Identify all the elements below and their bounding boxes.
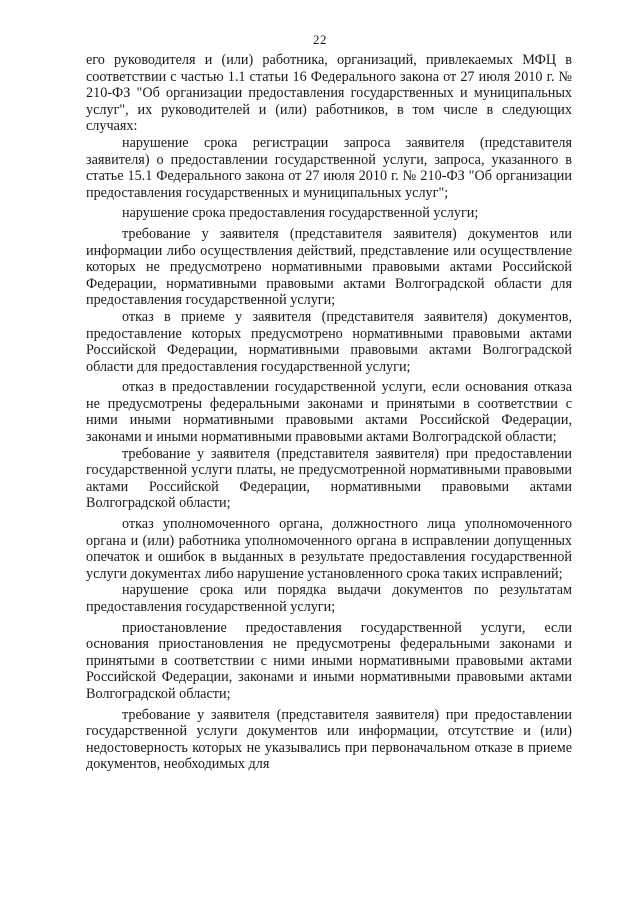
paragraph-service-refusal: отказ в предоставлении государственной услуги, если основания отказа не предусмотрены федеральными законами и принятыми в соответствии с ними иными нормативными правовыми актами Российской Федерации, законами и иными нормативными правовыми актами Волгоградской области;	[86, 379, 572, 446]
document-body	[86, 52, 572, 773]
paragraph-intro: его руководителя и (или) работника, организаций, привлекаемых МФЦ в соответствии с частью 1.1 статьи 16 Федерального закона от 27 июля 2010 г. № 210-ФЗ "Об организации предоставления государственных и муниципальных услуг", их руководителей и (или) работников, в том числе в следующих случаях:	[86, 52, 572, 135]
paragraph-reception-refusal: отказ в приеме у заявителя (представителя заявителя) документов, предоставление которых предусмотрено нормативными правовыми актами Российской Федерации, нормативными правовыми актами Волгоградской области для предоставления государственной услуги;	[86, 308, 572, 375]
page-number: 22	[313, 32, 327, 47]
paragraph-additional-documents: требование у заявителя (представителя заявителя) при предоставлении государственной услуги документов или информации, отсутствие и (или) недостоверность которых не указывались при первоначальном отказе в приеме документов, необходимых для	[86, 706, 572, 773]
paragraph-service-deadline: нарушение срока предоставления государственной услуги;	[122, 205, 479, 222]
paragraph-issue-deadline: нарушение срока или порядка выдачи документов по результатам предоставления государственной услуги;	[86, 582, 572, 615]
paragraph-registration-deadline: нарушение срока регистрации запроса заявителя (представителя заявителя) о предоставлении государственной услуги, запроса, указанного в статье 15.1 Федерального закона от 27 июля 2010 г. № 210-ФЗ "Об организации предоставления государственных и муниципальных услуг";	[86, 134, 572, 201]
paragraph-correction-refusal: отказ уполномоченного органа, должностного лица уполномоченного органа и (или) работника уполномоченного органа в исправлении допущенных опечаток и ошибок в выданных в результате предоставления государственной услуги документах либо нарушение установленного срока таких исправлений;	[86, 516, 572, 582]
paragraph-suspension: приостановление предоставления государственной услуги, если основания приостановления не предусмотрены федеральными законами и принятыми в соответствии с ними иными нормативными правовыми актами Российской Федерации, законами и иными нормативными правовыми актами Волгоградской области;	[86, 619, 572, 702]
paragraph-documents-requirement: требование у заявителя (представителя заявителя) документов или информации либо осуществления действий, представление или осуществление которых не предусмотрено нормативными правовыми актами Российской Федерации, нормативными правовыми актами Волгоградской области для предоставления государственной услуги;	[86, 225, 572, 309]
paragraph-payment-requirement: требование у заявителя (представителя заявителя) при предоставлении государственной услуги платы, не предусмотренной нормативными правовыми актами Российской Федерации, нормативными правовыми актами Волгоградской области;	[86, 445, 572, 512]
